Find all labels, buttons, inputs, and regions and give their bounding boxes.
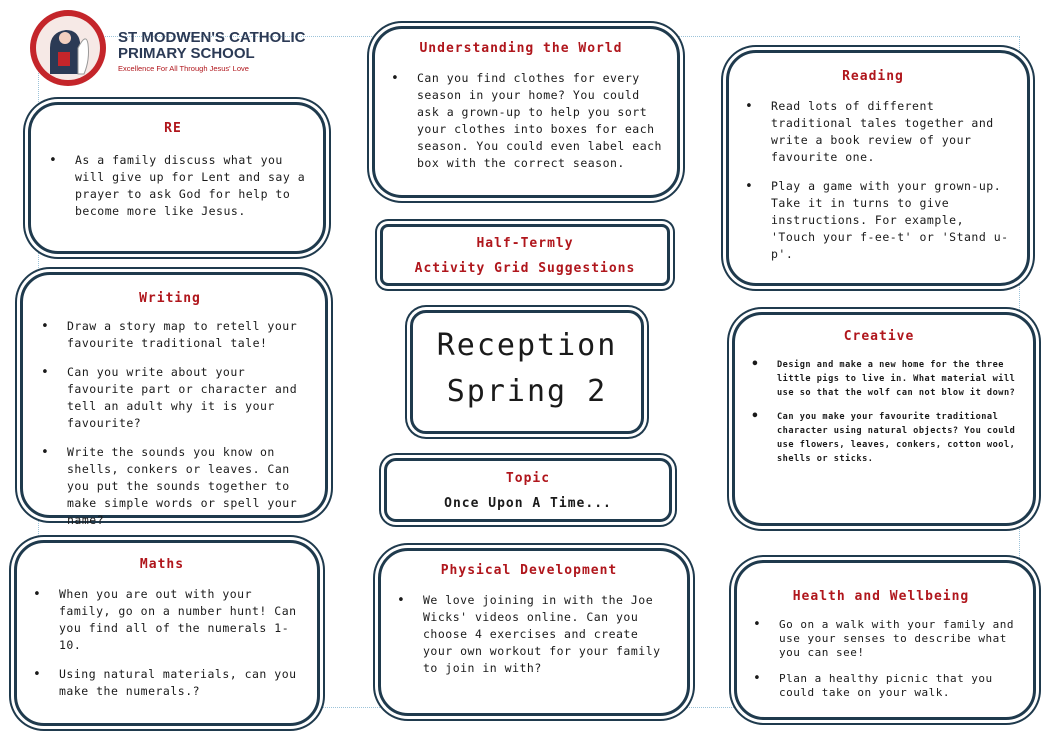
physical-development-card [378, 548, 690, 716]
maths-card [14, 540, 320, 726]
list-item: • As a family discuss what you will give up for Lent and say a prayer to ask God for help to become more like Jesus. [37, 152, 309, 220]
reception-title-card [410, 310, 644, 434]
school-name-line2: PRIMARY SCHOOL [118, 45, 255, 62]
list-item: • Plan a healthy picnic that you could take on your walk. [741, 672, 1021, 700]
list-item: • Can you find clothes for every season in your home? You could ask a grown-up to help you sort your clothes into boxes for each season. You could even label each box with the correct season. [379, 70, 663, 172]
physical-development-list [385, 592, 673, 677]
maths-heading: Maths [139, 557, 185, 572]
health-wellbeing-list [741, 618, 1021, 700]
half-termly-line1: Half-Termly [476, 236, 574, 251]
topic-card [384, 458, 672, 522]
understanding-world-heading: Understanding the World [419, 41, 623, 56]
half-termly-card [380, 224, 670, 286]
list-item: • Play a game with your grown-up. Take it in turns to give instructions. For example, 'Touch your f-ee-t' or 'Stand u-p'. [733, 178, 1013, 263]
school-name-line1: ST MODWEN'S CATHOLIC [118, 29, 306, 46]
writing-heading: Writing [139, 291, 201, 306]
list-item: • Read lots of different traditional tales together and write a book review of your favourite one. [733, 98, 1013, 166]
school-tagline: Excellence For All Through Jesus' Love [118, 64, 249, 73]
re-list [37, 152, 309, 220]
health-wellbeing-card [734, 560, 1036, 720]
list-item: • We love joining in with the Joe Wicks' videos online. Can you choose 4 exercises and create your own workout for your family to join in with? [385, 592, 673, 677]
understanding-world-card [372, 26, 680, 198]
writing-list [29, 318, 311, 529]
list-item: • Can you write about your favourite part or character and tell an adult why it is your favourite? [29, 364, 311, 432]
reading-card [726, 50, 1030, 286]
writing-card [20, 272, 328, 527]
school-crest-icon [28, 8, 108, 88]
creative-list [739, 358, 1019, 466]
topic-heading: Topic [505, 471, 551, 486]
re-card [28, 102, 326, 254]
half-termly-line2: Activity Grid Suggestions [414, 261, 636, 276]
list-item: • When you are out with your family, go on a number hunt! Can you find all of the numerals 1-10. [21, 586, 303, 654]
creative-heading: Creative [843, 329, 915, 344]
school-logo [28, 8, 318, 88]
title-line2: Spring 2 [446, 374, 608, 409]
topic-value: Once Upon A Time... [444, 496, 612, 511]
reading-heading: Reading [842, 69, 904, 84]
list-item: • Can you make your favourite traditional character using natural objects? You could use flowers, leaves, conkers, cotton wool, shells or sticks. [739, 410, 1019, 466]
creative-card [732, 312, 1036, 526]
understanding-world-list [379, 70, 663, 172]
list-item: • Using natural materials, can you make the numerals.? [21, 666, 303, 700]
list-item: • Go on a walk with your family and use your senses to describe what you can see! [741, 618, 1021, 660]
health-wellbeing-heading: Health and Wellbeing [792, 589, 970, 604]
list-item: • Draw a story map to retell your favourite traditional tale! [29, 318, 311, 352]
re-heading: RE [164, 121, 182, 136]
list-item: • Write the sounds you know on shells, conkers or leaves. Can you put the sounds together to make simple words or spell your name? [29, 444, 311, 529]
physical-development-heading: Physical Development [440, 563, 618, 578]
title-line1: Reception [436, 328, 618, 363]
school-name [118, 30, 305, 62]
list-item: • Design and make a new home for the three little pigs to live in. What material will use so that the wolf can not blow it down? [739, 358, 1019, 400]
maths-list [21, 586, 303, 700]
reading-list [733, 98, 1013, 263]
